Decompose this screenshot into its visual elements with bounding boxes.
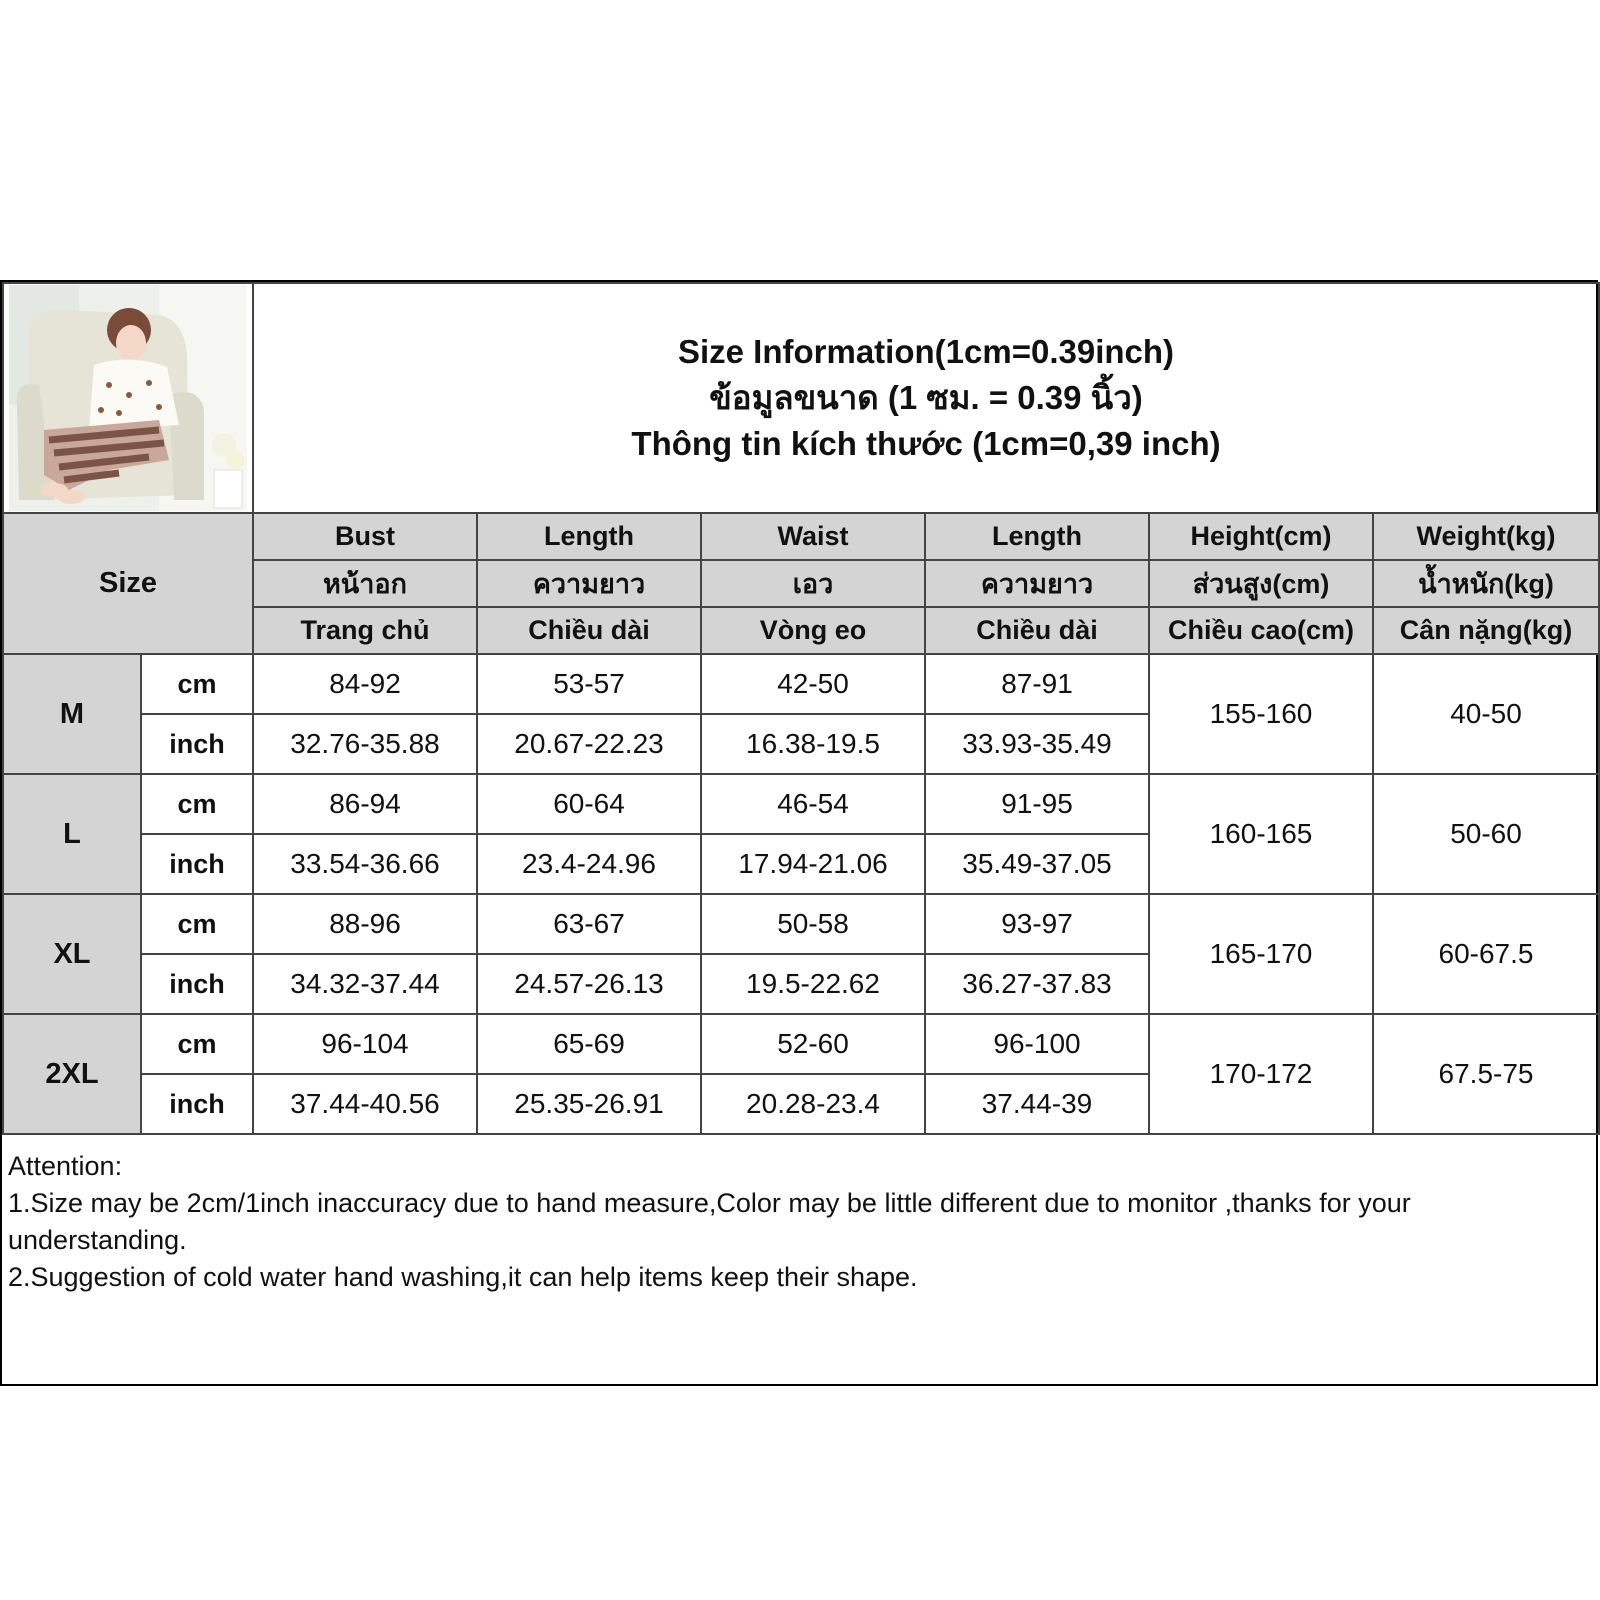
- height-cell: 155-160: [1149, 654, 1373, 774]
- measurement-cell: 86-94: [253, 774, 477, 834]
- measurement-cell: 36.27-37.83: [925, 954, 1149, 1014]
- column-header-en: Height(cm): [1149, 513, 1373, 560]
- measurement-cell: 33.93-35.49: [925, 714, 1149, 774]
- column-header-th: ความยาว: [925, 560, 1149, 607]
- measurement-cell: 52-60: [701, 1014, 925, 1074]
- size-table: [2, 282, 1600, 1135]
- column-header-vi: Chiều dài: [477, 607, 701, 654]
- title-vietnamese: Thông tin kích thước (1cm=0,39 inch): [631, 425, 1221, 462]
- unit-label: cm: [141, 774, 253, 834]
- measurement-cell: 16.38-19.5: [701, 714, 925, 774]
- attention-notes: [8, 1148, 1588, 1296]
- unit-label: cm: [141, 1014, 253, 1074]
- measurement-cell: 63-67: [477, 894, 701, 954]
- unit-label: inch: [141, 714, 253, 774]
- column-header-vi: Cân nặng(kg): [1373, 607, 1599, 654]
- measurement-cell: 91-95: [925, 774, 1149, 834]
- measurement-cell: 34.32-37.44: [253, 954, 477, 1014]
- title-thai: ข้อมูลขนาด (1 ซม. = 0.39 นิ้ว): [709, 379, 1143, 416]
- measurement-cell: 53-57: [477, 654, 701, 714]
- weight-cell: 67.5-75: [1373, 1014, 1599, 1134]
- measurement-cell: 96-104: [253, 1014, 477, 1074]
- notes-item-1: 1.Size may be 2cm/1inch inaccuracy due to hand measure,Color may be little different due to monitor ,thanks for your understanding.: [8, 1188, 1411, 1255]
- measurement-cell: 96-100: [925, 1014, 1149, 1074]
- unit-label: cm: [141, 894, 253, 954]
- size-name: L: [3, 774, 141, 894]
- column-header-vi: Vòng eo: [701, 607, 925, 654]
- table-row: [3, 1014, 1599, 1074]
- column-header-vi: Chiều cao(cm): [1149, 607, 1373, 654]
- measurement-cell: 33.54-36.66: [253, 834, 477, 894]
- table-row: [3, 654, 1599, 714]
- unit-label: inch: [141, 834, 253, 894]
- title-cell: [253, 283, 1599, 513]
- measurement-cell: 37.44-40.56: [253, 1074, 477, 1134]
- product-photo-cell: [3, 283, 253, 513]
- measurement-cell: 23.4-24.96: [477, 834, 701, 894]
- measurement-cell: 20.28-23.4: [701, 1074, 925, 1134]
- weight-cell: 40-50: [1373, 654, 1599, 774]
- table-row: [3, 894, 1599, 954]
- measurement-cell: 19.5-22.62: [701, 954, 925, 1014]
- measurement-cell: 25.35-26.91: [477, 1074, 701, 1134]
- height-cell: 160-165: [1149, 774, 1373, 894]
- measurement-cell: 88-96: [253, 894, 477, 954]
- table-row: [3, 774, 1599, 834]
- measurement-cell: 87-91: [925, 654, 1149, 714]
- unit-label: cm: [141, 654, 253, 714]
- height-cell: 170-172: [1149, 1014, 1373, 1134]
- size-name: 2XL: [3, 1014, 141, 1134]
- measurement-cell: 84-92: [253, 654, 477, 714]
- size-chart-sheet: [0, 280, 1598, 1386]
- column-header-th: ส่วนสูง(cm): [1149, 560, 1373, 607]
- column-header-en: Waist: [701, 513, 925, 560]
- column-header-vi: Chiều dài: [925, 607, 1149, 654]
- title-english: Size Information(1cm=0.39inch): [677, 333, 1175, 370]
- size-name: XL: [3, 894, 141, 1014]
- column-header-th: หน้าอก: [253, 560, 477, 607]
- measurement-cell: 46-54: [701, 774, 925, 834]
- notes-item-2: 2.Suggestion of cold water hand washing,it can help items keep their shape.: [8, 1262, 918, 1292]
- weight-cell: 50-60: [1373, 774, 1599, 894]
- unit-label: inch: [141, 954, 253, 1014]
- measurement-cell: 42-50: [701, 654, 925, 714]
- column-header-vi: Trang chủ: [253, 607, 477, 654]
- column-header-en: Length: [925, 513, 1149, 560]
- column-header-en: Weight(kg): [1373, 513, 1599, 560]
- column-header-en: Length: [477, 513, 701, 560]
- column-header-th: ความยาว: [477, 560, 701, 607]
- measurement-cell: 50-58: [701, 894, 925, 954]
- size-header: Size: [3, 513, 253, 654]
- notes-heading: Attention:: [8, 1151, 123, 1181]
- height-cell: 165-170: [1149, 894, 1373, 1014]
- measurement-cell: 17.94-21.06: [701, 834, 925, 894]
- measurement-cell: 20.67-22.23: [477, 714, 701, 774]
- measurement-cell: 32.76-35.88: [253, 714, 477, 774]
- measurement-cell: 24.57-26.13: [477, 954, 701, 1014]
- unit-label: inch: [141, 1074, 253, 1134]
- size-name: M: [3, 654, 141, 774]
- weight-cell: 60-67.5: [1373, 894, 1599, 1014]
- measurement-cell: 93-97: [925, 894, 1149, 954]
- measurement-cell: 37.44-39: [925, 1074, 1149, 1134]
- measurement-cell: 60-64: [477, 774, 701, 834]
- product-photo: [9, 285, 247, 511]
- measurement-cell: 35.49-37.05: [925, 834, 1149, 894]
- column-header-th: เอว: [701, 560, 925, 607]
- column-header-th: น้ำหนัก(kg): [1373, 560, 1599, 607]
- column-header-en: Bust: [253, 513, 477, 560]
- measurement-cell: 65-69: [477, 1014, 701, 1074]
